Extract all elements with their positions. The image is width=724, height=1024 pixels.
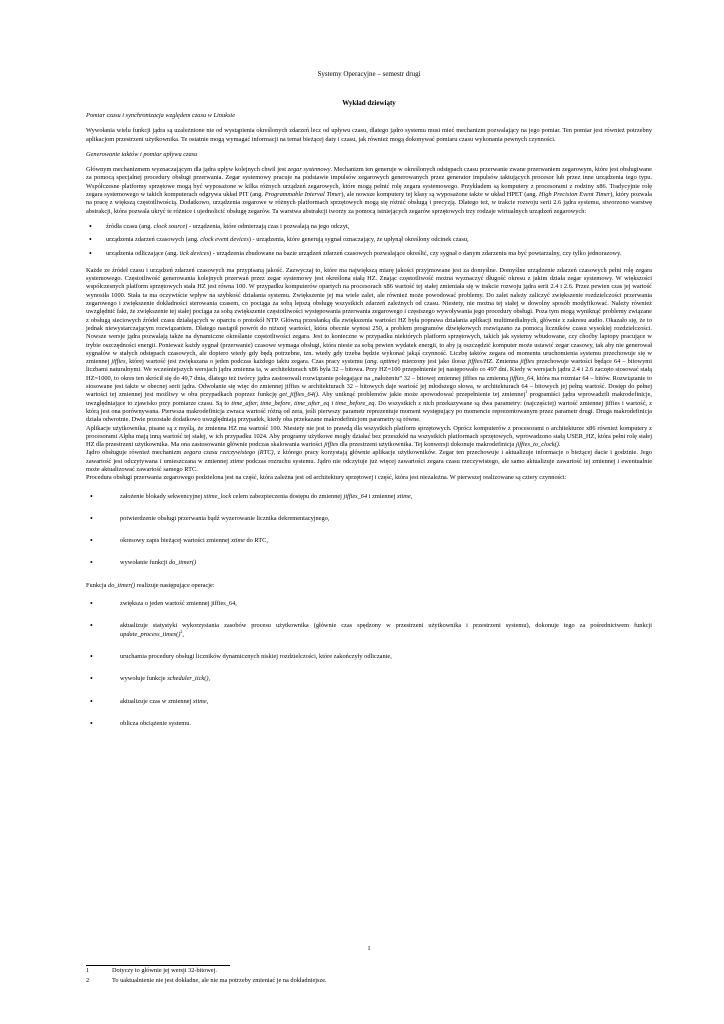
list-item: • urządzenia odliczające (ang. tick devices) - urządzenia zbudowane na bazie urządzeń zdarzeń czasowych pozwalające określić, czy sygnał o danym zdarzeniu ma być powtarzalny, czy tylko jednorazowy. <box>86 250 652 258</box>
intro-paragraph: Wywołania wielu funkcji jądra są uzależnione nie od wystąpienia określonych zdarzeń lecz od upływu czasu, dlatego jądro systemu musi mieć mechanizm pozwalający na jego pomiar. Ten pomiar jest również potrzebny aplikacjom przestrzeni użytkownika. Te ostatnie mogą wymagać informacji na temat bieżącej daty i czasu, jak również mogą dokonywać pomiaru czasu wykonania pewnych czynności. <box>86 127 652 143</box>
paragraph-do-timer: Funkcja do_timer() realizuje następujące operacje: <box>86 581 215 589</box>
handler-steps-list <box>86 493 652 568</box>
footnote: 1 Dotyczy to głównie jej wersji 32-bitowej. <box>86 967 217 974</box>
footnote: 2 To uaktualnienie nie jest dokładne, ale nie ma potrzeby zmieniać je na dokładniejsze. <box>86 977 327 984</box>
list-item: • źródła czasu (ang. clock source) - urządzenia, które odmierzają czas i pozwalają na jego odczyt, <box>86 223 652 231</box>
footnotes <box>86 966 327 986</box>
list-item: • wywołanie funkcji do_timer() <box>86 559 652 567</box>
paragraph-interrupt-handler: Procedura obsługi przerwania zegarowego podzielona jest na część, która zależna jest od architektury sprzętowej i część, która jest niezależna. W pierwszej realizowane są cztery czynności: <box>86 474 567 482</box>
list-item: • aktualizuje czas w zmiennej xtime, <box>86 698 652 706</box>
do-timer-steps-list <box>86 600 652 728</box>
list-item: • potwierdzenie obsługi przerwania bądź wyzerowanie licznika dekrementacyjnego, <box>86 515 652 523</box>
lecture-title: Wykład dziewiąty <box>342 99 396 107</box>
paragraph-rtc: Jądro obsługuje również mechanizm zegara czasu rzeczywistego (RTC), z którego pracy korzystają głównie aplikacje użytkowników. Zegar ten przechowuje i aktualizuje informacje o bieżącej dacie i godzinie. Jego zawartość jest odczytywana i umieszczana w zmiennej xtime podczas rozruchu systemu. Jądro nie odczytuje już więcej zawartości zegara czasu rzeczywistego, ale samo aktualizuje zawartość tej zmiennej i ewentualnie może aktualizować zawartość samego RTC. <box>86 449 653 473</box>
page-header: Systemy Operacyjne – semestr drugi <box>317 70 421 78</box>
subtitle: Pomiar czasu i synchronizacja względem czasu w Linuksie <box>86 112 236 119</box>
footnote-ref-2: 2 <box>180 628 183 634</box>
paragraph-hz-jiffies: Każde ze źródeł czasu i urządzeń zdarzeń czasowych ma przypisaną jakość. Zazwyczaj to, które ma największą miarę jakości przyjmowane jest za domyślne. Domyślne urządzenie zdarzeń czasowych pełni rolę zegara systemowego. Częstotliwość generowania kolejnych przerwań przez zegar systemowy jest określona stałą HZ. Znając częstotliwość można wyznaczyć długość okresu z jakim działa zegar systemowy. W większości współczesnych platform sprzętowych stała HZ jest równa 100. W przypadku komputerów opartych na procesorach x86 wartość tej stałej zmieniała się w trakcie rozwoju jądra serii 2.4 i 2.6. Przez pewien czas jej wartość wynosiła 1000. Stała ta ma oczywiście wpływ na szybkość działania systemu. Zwiększenie jej ma wiele zalet, ale również może powodować problemy. Do zalet należy zaliczyć zwiększenie rozdzielczości przerwania zegarowego i zwiększenie dokładności sterowania czasem, co pociąga za sobą lepszą obsługę wszystkich zdarzeń zależnych od czasu. Niestety, nie można tej stałej w dowolny sposób modyfikować. Należy również uwzględnić fakt, że zwiększenie tej stałej pociąga za sobą zwiększenie częstotliwości występowania przerwania zegarowego i częstszego wywoływania jego procedury obsługi. Poza tym mogą wyniknąć problemy związane z obsługą sieciowych źródeł czasu działających w oparciu o protokół NTP. Główną przesłanką dla zwiększenia wartości HZ była poprawa działania aplikacji multimedialnych, głównie z zakresu audio. Okazało się, że to jednak niewystarczającym rozwiązaniem. Dlatego nastąpił powrót do niższej wartości, która obecnie wynosi 250, a problem programów dźwiękowych rozwiązano za pomocą liczników czasu wysokiej rozdzielczości. Nowsze wersje jądra pozwalają także na dynamiczne określanie częstotliwości zegara. Jest to konieczne w przypadku niektórych platform sprzętowych, takich jak systemy wbudowane, czy choćby laptopy pracujące w trybie oszczędności energii. Ponieważ każdy sygnał (przerwanie) czasowe wymaga obsługi, która niesie za sobą pewien wydatek energii, to aby ją oszczędzić komputer może ustawić zegar czasowy, tak aby nie generował sygnałów w stałych odstępach czasowych, ale dopiero wtedy gdy będą potrzebne, tzn. wtedy gdy trzeba będzie wykonać jakąś czynność. Liczbę taktów zegara od momentu uruchomienia systemu przechowuje się w zmiennej jiffies, której wartość jest zwiększana o jeden podczas każdego taktu zegara. Czas pracy systemu (ang. uptime) mierzony jest jako iloraz jiffies/HZ. Zmienna jiffies przechowuje wartości będące 64 – bitowymi liczbami naturalnymi. We wcześniejszych wersjach jądra zmienna ta, w architekturach x86 była 32 – bitowa. Przy HZ=100 przepełnienie jej następowało co 497 dni. Kiedy w wersjach jądra 2.4 i 2.6 zaczęto stosować stałą HZ=1000, to okres ten skrócił się do 49,7 dnia, dlatego też twórcy jądra zastosowali rozwiązanie polegające na „nałożeniu” 32 – bitowej zmiennej jiffies na zmienną jiffies_64, która ma rozmiar 64 – bitów. Rozwiązanie to stosowane jest także w obecnej serii jądra. Odwołanie się więc do zmiennej jiffies w architekturach 32 – bitowych daje wartość jej młodszego słowa, w architekturach 64 – bitowych jej pełną wartość. Dostęp do pełnej wartości tej zmiennej jest możliwy w obu przypadkach poprzez funkcję get_jiffies_64(). Aby uniknąć problemów jakie może spowodować przepełnienie tej zmiennej$^1$ programiści jądra wprowadzili makrodefinicje, uwzględniające to zjawisko przy pomiarze czasu. Są to time_after, time_before, time_after_eq i time_before_eq. Do wszystkich z nich przekazywane są dwa parametry: (najczęściej) wartość zmiennej jiffies i wartość, z którą jest ona porównywana. Pierwsza makrodefinicja zwraca wartość różną od zera, jeśli pierwszy parametr reprezentuje moment występujący po momencie reprezentowanym przez parametr drugi. Druga makrodefinicja działa odwrotnie. Dwie pozostałe dodatkowo uwzględniają przypadek, kiedy oba przekazane makrodefinicjom parametry są równe. <box>86 266 653 424</box>
list-item: • okresowy zapis bieżącej wartości zmiennej xtime do RTC, <box>86 537 652 545</box>
section-heading: Generowanie taktów i pomiar upływu czasu <box>86 150 198 158</box>
footnote-ref-1: 1 <box>525 389 528 395</box>
page-number: 1 <box>367 945 371 952</box>
list-item: • uruchamia procedury obsługi liczników dynamicznych niskiej rozdzielczości, które zakończyły odliczanie, <box>86 653 652 661</box>
paragraph-system-clock: Głównym mechanizmem wyznaczającym dla jądra upływ kolejnych chwil jest zegar systemowy. Mechanizm ten generuje w określonych odstępach czasu przerwanie zwane przerwaniem zegarowym, które jest obsługiwane za pomocą specjalnej procedury obsługi przerwania. Zegar systemowy pracuje na podstawie impulsów zegarowych generowanych przez generator impulsów taktujących procesor lub przez inne urządzenia tego typu. Współczesne platformy sprzętowe mogą być wyposażone w kilka różnych urządzeń zegarowych, które mogą pełnić rolę zegara systemowego. Przykładem są komputery z procesorami z rodziny x86. Tradycyjnie rolę zegara systemowego w takich komputerach odgrywa układ PIT (ang. Programmable Interval Timer), ale nowsze komputery tej klasy są wyposażone także w układ HPET (ang. High Precision Event Timer), który pozwala na pracę z większą częstotliwością. Dodatkowo, urządzenia zegarowe w różnych platformach sprzętowych mogą się różnić obsługą i precyzją. Dlatego też, w trakcie rozwoju serii 2.6 jądra systemu, stworzono warstwę abstrakcji, która pozwala ukryć te różnice i ujednolicić obsługę zegarów. Ta warstwa abstrakcji tworzy za pomocą istniejących zegarów sprzętowych trzy rodzaje wirtualnych urządzeń zegarowych: <box>86 166 652 215</box>
list-item: • aktualizuje statystyki wykorzystania zasobów procesu użytkownika (głównie czas spędzony w przestrzeni użytkownika i przestrzeni systemu), dokonuje tego za pośrednictwem funkcji update_process_times()$^2$, <box>86 622 652 639</box>
clock-devices-list <box>86 223 652 258</box>
list-item: • oblicza obciążenie systemu. <box>86 720 652 728</box>
list-item: • zwiększa o jeden wartość zmiennej jiffies_64, <box>86 600 652 608</box>
list-item: • założenie blokady sekwencyjnej xtime_lock celem zabezpieczenia dostępu do zmiennej jiffies_64 i zmiennej xtime, <box>86 493 652 501</box>
list-item: • wywołuje funkcje scheduler_tick(), <box>86 675 652 683</box>
document-body <box>86 112 652 742</box>
list-item: • urządzenia zdarzeń czasowych (ang. clock event devices) - urządzenia, które generują sygnał oznaczający, że upłynął określony odcinek czasu, <box>86 236 652 244</box>
document-page <box>86 0 652 1024</box>
paragraph-user-hz: Aplikacje użytkownika, pisane są z myślą, że zmienna HZ ma wartość 100. Niestety nie jest to prawdą dla wszystkich platform sprzętowych. Oprócz komputerów z procesorami o architekturze x86 również komputery z procesorami Alpha mają inną wartość tej stałej, w ich przypadku 1024. Aby programy użytkowe mogły działać bez przeszkód na wszystkich platformach sprzętowych, wprowadzono stałą USER_HZ, która pełni rolę stałej HZ dla przestrzeni użytkownika. Ma ona zastosowanie głównie podczas skalowania wartości jiffies dla przestrzeni użytkownika. Tej konwersji dokonuje makrodefinicja jiffies_to_clock(). <box>86 424 652 449</box>
